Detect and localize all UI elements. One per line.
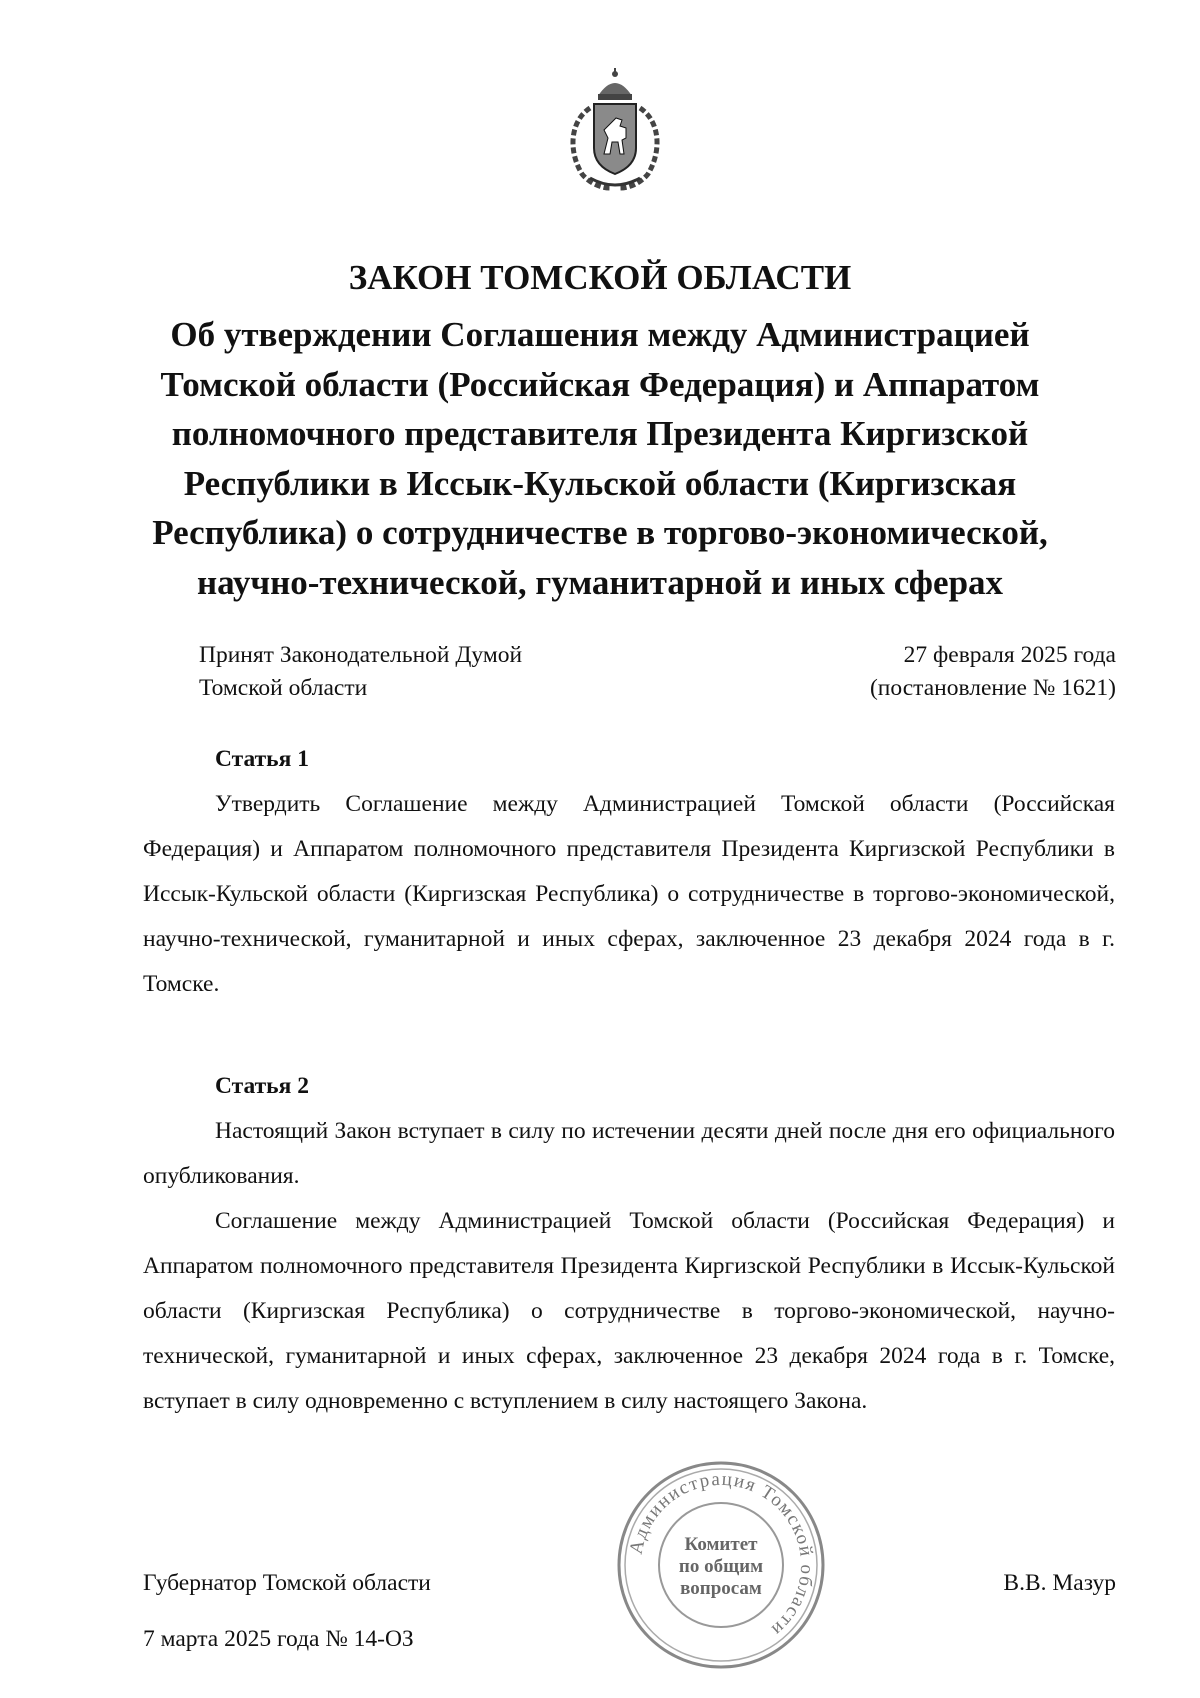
document-title: ЗАКОН ТОМСКОЙ ОБЛАСТИ (348, 258, 852, 297)
signatory-name: В.В. Мазур (1003, 1570, 1116, 1596)
coat-of-arms-icon (560, 66, 670, 192)
article-paragraph: Утвердить Соглашение между Администрацией Томской области (Российская Федерация) и Аппаратом полномочного представителя Президента Киргизской Республики в Иссык-Кульской области (Киргизская Республика) о сотрудничестве в торгово-экономической, научно-технической, гуманитарной и иных сферах, заключенное 23 декабря 2024 года в г. Томске. (143, 791, 1115, 997)
article-paragraph: Настоящий Закон вступает в силу по истечении десяти дней после дня его официального опубликования. (143, 1118, 1115, 1189)
article-paragraph: Соглашение между Администрацией Томской области (Российская Федерация) и Аппаратом полномочного представителя Президента Киргизской Республики в Иссык-Кульской области (Киргизская Республика) о сотрудничестве в торгово-экономической, научно-технической, гуманитарной и иных сферах, заключенное 23 декабря 2024 года в г. Томске, вступает в силу одновременно с вступлением в силу настоящего Закона. (143, 1208, 1115, 1414)
adoption-resolution: (постановление № 1621) (869, 675, 1116, 701)
adoption-date-line1: 27 февраля 2025 года (903, 642, 1116, 668)
signature-block (143, 1555, 431, 1667)
adoption-date (870, 639, 1116, 705)
seal-center-line1: Комитет (684, 1534, 758, 1555)
signatory-position: Губернатор Томской области (143, 1570, 431, 1596)
seal-center-line3: вопросам (680, 1578, 762, 1599)
article-heading: Статья 2 (215, 1073, 309, 1099)
round-stamp-icon (614, 1458, 828, 1672)
law-date-number: 7 марта 2025 года № 14-ОЗ (143, 1626, 414, 1652)
seal-ring-text: Администрация Томской области (625, 1468, 818, 1641)
adoption-body (199, 639, 522, 705)
document-subtitle: Об утверждении Соглашения между Администрацией Томской области (Российская Федерация) и Аппаратом полномочного представителя Президента Киргизской Республики в Иссык-Кульской области (Киргизская Республика) о сотрудничестве в торгово-экономической, научно-технической, гуманитарной и иных сферах (152, 315, 1048, 602)
adoption-body-line1: Принят Законодательной Думой (199, 642, 523, 668)
article-1 (143, 737, 1115, 1007)
seal-center-line2: по общим (678, 1556, 764, 1577)
article-heading: Статья 1 (215, 746, 309, 772)
article-2 (143, 1064, 1115, 1424)
adoption-body-line2: Томской области (199, 675, 368, 701)
